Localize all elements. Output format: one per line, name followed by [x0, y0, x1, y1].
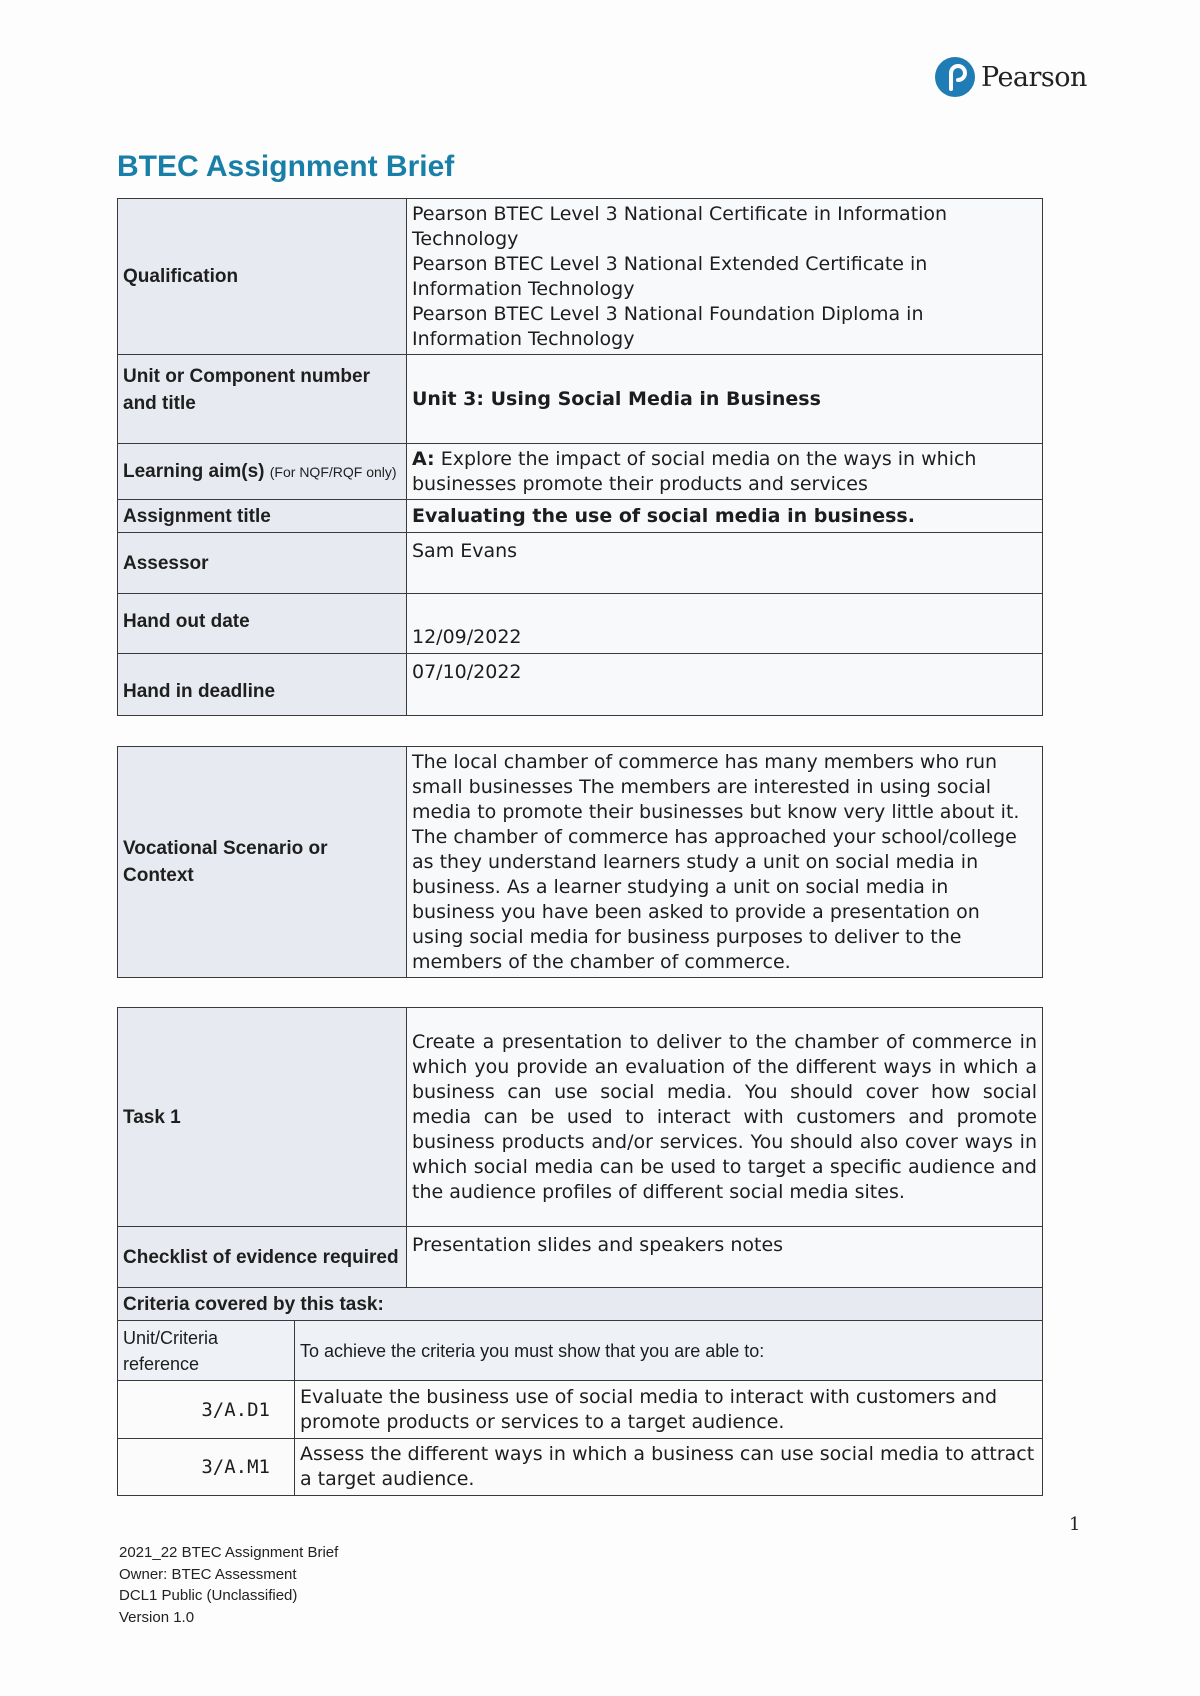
pearson-p-icon — [935, 57, 975, 97]
qualification-line: Pearson BTEC Level 3 National Foundation Diploma in Information Technology — [412, 302, 924, 350]
qualification-row — [118, 199, 1043, 355]
qualification-value — [407, 199, 1043, 355]
criteria-row — [118, 1381, 1043, 1439]
hand-in-value: 07/10/2022 — [407, 654, 1043, 716]
criteria-heading-row — [118, 1288, 1043, 1321]
task-row — [118, 1008, 1043, 1227]
learning-aim-row — [118, 444, 1043, 500]
criteria-desc: Assess the different ways in which a business can use social media to attract a target audience. — [295, 1439, 1043, 1496]
unit-label: Unit or Component number and title — [118, 355, 407, 444]
footer-line: DCL1 Public (Unclassified) — [119, 1587, 298, 1604]
scenario-table — [117, 746, 1043, 978]
learning-aim-label — [118, 444, 407, 500]
hand-in-label: Hand in deadline — [118, 654, 407, 716]
footer-line: Owner: BTEC Assessment — [119, 1565, 297, 1583]
qualification-line: Pearson BTEC Level 3 National Extended Certificate in Information Technology — [412, 252, 928, 300]
criteria-ref-header: Unit/Criteria reference — [118, 1321, 295, 1381]
assessor-row — [118, 533, 1043, 594]
hand-out-row — [118, 594, 1043, 654]
footer-line: Version 1.0 — [119, 1608, 195, 1626]
criteria-header-row — [118, 1321, 1043, 1381]
qualification-line: Pearson BTEC Level 3 National Certificate in Information Technology — [412, 202, 948, 250]
scenario-row — [118, 747, 1043, 978]
footer-line: 2021_22 BTEC Assignment Brief — [119, 1544, 339, 1561]
learning-aim-value — [407, 444, 1043, 500]
checklist-row — [118, 1227, 1043, 1288]
criteria-heading: Criteria covered by this task: — [118, 1288, 1043, 1321]
learning-aim-prefix: A: — [412, 447, 435, 470]
criteria-ref: 3/A.M1 — [118, 1439, 295, 1496]
checklist-label: Checklist of evidence required — [118, 1227, 407, 1288]
page-title: BTEC Assignment Brief — [117, 150, 455, 183]
assessor-value: Sam Evans — [407, 533, 1043, 594]
unit-row — [118, 355, 1043, 444]
learning-aim-text: Explore the impact of social media on the ways in which businesses promote their products and services — [412, 447, 977, 495]
checklist-value: Presentation slides and speakers notes — [407, 1227, 1043, 1288]
task-text: Create a presentation to deliver to the chamber of commerce in which you provide an evaluation of the different ways in which a business can use social media. You should cover how social media can be used to interact with customers and promote business products and/or services. You should also cover ways in which social media can be used to target a specific audience and the audience profiles of different social media sites. — [407, 1008, 1043, 1227]
criteria-ref: 3/A.D1 — [118, 1381, 295, 1439]
details-table — [117, 198, 1043, 716]
qualification-label: Qualification — [118, 199, 407, 355]
assignment-title-value: Evaluating the use of social media in business. — [407, 500, 1043, 533]
assessor-label: Assessor — [118, 533, 407, 594]
footer — [119, 1542, 338, 1628]
hand-in-row — [118, 654, 1043, 716]
scenario-label: Vocational Scenario or Context — [118, 747, 407, 978]
task-label: Task 1 — [118, 1008, 407, 1227]
criteria-row — [118, 1439, 1043, 1496]
learning-aim-note: (For NQF/RQF only) — [269, 463, 397, 480]
unit-value: Unit 3: Using Social Media in Business — [407, 355, 1043, 444]
page-number: 1 — [1069, 1514, 1081, 1535]
logo-text: Pearson — [981, 61, 1087, 93]
criteria-desc: Evaluate the business use of social media to interact with customers and promote products or services to a target audience. — [295, 1381, 1043, 1439]
scenario-text: The local chamber of commerce has many members who run small businesses The members are interested in using social media to promote their businesses but know very little about it. The chamber of commerce has approached your school/college as they understand learners study a unit on social media in business. As a learner studying a unit on social media in business you have been asked to provide a presentation on using social media for business purposes to deliver to the members of the chamber of commerce. — [407, 747, 1043, 978]
hand-out-label: Hand out date — [118, 594, 407, 654]
assignment-title-label: Assignment title — [118, 500, 407, 533]
assignment-title-row — [118, 500, 1043, 533]
hand-out-value: 12/09/2022 — [407, 594, 1043, 654]
task-table — [117, 1007, 1043, 1496]
criteria-desc-header: To achieve the criteria you must show that you are able to: — [295, 1321, 1043, 1381]
pearson-logo — [935, 57, 1087, 97]
learning-aim-label-text: Learning aim(s) — [123, 460, 265, 482]
